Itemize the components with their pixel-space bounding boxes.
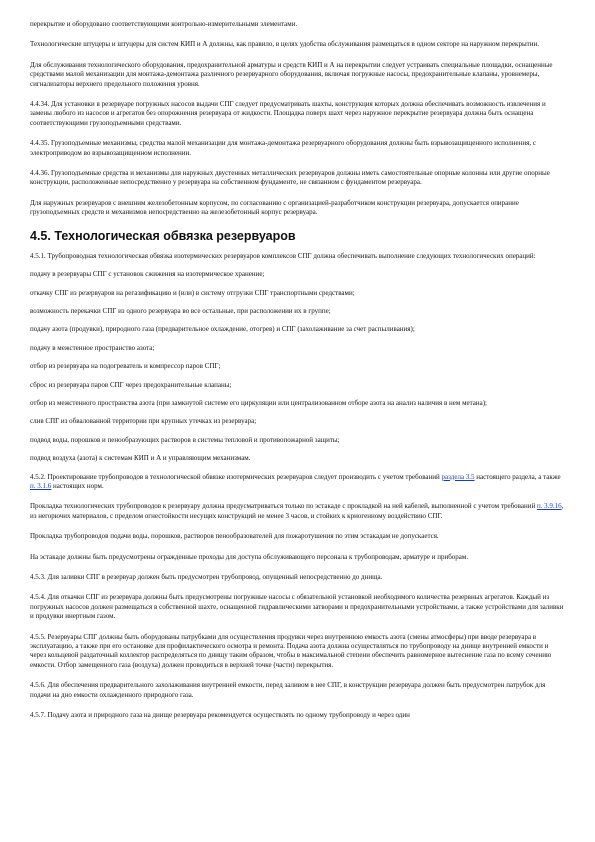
- paragraph-walkways: На эстакаде должны быть предусмотрены огражденные проходы для доступа обслуживающего персонала к трубопроводам, арматуре и приборам.: [30, 552, 469, 561]
- paragraph-continuation: перекрытие и оборудовано соответствующими контрольно-измерительными элементами.: [30, 20, 298, 28]
- link-clause-3-9-16[interactable]: п. 3.9.16: [536, 502, 562, 511]
- document-page: [30, 20, 565, 830]
- top-paragraphs: [30, 20, 565, 218]
- link-section-3-5[interactable]: раздела 3.5: [441, 472, 475, 481]
- list-item: отбор из резервуара на подогреватель и компрессор паров СПГ;: [30, 362, 221, 371]
- bottom-paragraphs: [30, 532, 565, 720]
- paragraph-4-5-7: 4.5.7. Подачу азота и природного газа на днище резервуара рекомендуется осуществлять по одному трубопроводу и через один: [30, 711, 410, 720]
- paragraph-4-5-1: 4.5.1. Трубопроводная технологическая обвязка изотермических резервуаров комплексов СПГ должна обеспечивать выполнение следующих технологических операций:: [30, 251, 536, 260]
- section-paragraphs: [30, 252, 565, 464]
- paragraph-4-5-6: 4.5.6. Для обеспечения предварительного захолаживания внутренней емкости, перед заливом в нее СПГ, в конструкции резервуара должен быть предусмотрен патрубок для подачи на дно емкости охлажденного природного газа.: [30, 681, 546, 699]
- paragraph-concrete-shell: Для наружных резервуаров с внешним железобетонным корпусом, по согласованию с организацией-разработчиком конструкции резервуара, допускается опирание грузоподъемных средств и механизмов непосредственно на железобетонный корпус резервуара.: [30, 198, 519, 217]
- paragraph-tech-fittings: Технологические штуцеры и штуцеры для систем КИП и А должны, как правило, в целях удобства обслуживания размещаться в одном секторе на наружном перекрытии.: [30, 40, 539, 49]
- list-item: отбор из межстенного пространства азота (при замкнутой системе его циркуляции или централизованном отборе азота на анализ наличия в нем метана);: [30, 398, 488, 407]
- paragraph-4-5-5: 4.5.5. Резервуары СПГ должны быть оборудованы патрубками для осуществления продувки через внутреннюю емкость азота (смены атмосферы) при вводе резервуара в эксплуатацию, а также при его остановке для профилактического осмотра и ремонта. Подача азота должна осуществляться по трубопроводу на днище внутренней емкости и через кольцевой раздаточный коллектор распределяться по днищу таким образом, чтобы в максимальной степени обеспечить равномерное вытеснение газа по всему сечению емкости. Отбор замещенного газа (воздуха) должен проводиться в верхней точке (части) перекрытия.: [30, 632, 552, 669]
- paragraph-no-fire-pipes: Прокладка трубопроводов подачи воды, порошков, растворов пенообразователей для пожаротушения по этим эстакадам не допускается.: [30, 532, 439, 541]
- paragraph-pipe-routing: [30, 502, 565, 521]
- paragraph-4-5-2: [30, 473, 565, 492]
- list-item: подачу в резервуары СПГ с установок сжижения на изотермическое хранение;: [30, 270, 265, 279]
- list-item: подвод воздуха (азота) к системам КИП и А и управляющим механизмам.: [30, 454, 251, 463]
- list-item: подачу азота (продувки), природного газа (предварительное охлаждение, отогрев) и СПГ (захолаживание за счет распыливания);: [30, 325, 415, 334]
- paragraph-text: 4.5.2. Проектирование трубопроводов в технологической обвязке изотермических резервуаров следует производить с учетом требований: [30, 472, 442, 481]
- paragraph-4-5-4: 4.5.4. Для откачки СПГ из резервуара должны быть предусмотрены погружные насосы с обязательной установкой необходимого количества резервных агрегатов. Каждый из погружных насосов должен размещаться в собственной шахте, оснащенной гидравлическими затворами и предохранительными устройствами, а также устройствами для заливки и продувки инертным газом.: [30, 593, 564, 621]
- list-item: подвод воды, порошков и пенообразующих растворов в системы тепловой и противопожарной защиты;: [30, 435, 340, 444]
- link-clause-3-1-6[interactable]: п. 3.1.6: [30, 481, 52, 490]
- paragraph-text: Прокладка технологических трубопроводов к резервуару должна предусматриваться только по эстакаде с прокладкой на ней кабелей, выполненной с учетом требований: [30, 502, 537, 511]
- paragraph-text: настоящего раздела, а также: [474, 472, 561, 481]
- list-item: подачу в межстенное пространство азота;: [30, 343, 155, 352]
- list-item: сброс из резервуара паров СПГ через предохранительные клапаны;: [30, 380, 232, 389]
- paragraph-4-4-35: 4.4.35. Грузоподъемные механизмы, средства малой механизации для монтажа-демонтажа резервуарного оборудования должны быть взрывозащищенного исполнения, с электроприводом во взрывозащищенном исполнении.: [30, 139, 536, 157]
- paragraph-text: настоящих норм.: [51, 481, 104, 490]
- paragraph-service-platforms: Для обслуживания технологического оборудования, предохранительной арматуры и средств КИП и А на перекрытии следует устраивать специальные площадки, оснащенные средствами малой механизации для монтажа-демонтажа различного резервуарного оборудования, включая погружные насосы, предохранительные клапаны, уровнемеры, сигнализаторы верхнего предельного положения уровня.: [30, 60, 553, 88]
- paragraph-4-4-36: 4.4.36. Грузоподъемные средства и механизмы для наружных двустенных металлических резервуаров должны иметь самостоятельные опорные колонны или другие опорные конструкции, расположенные непосредственно у резервуара на собственном фундаменте, не связанном с фундаментом резервуара.: [30, 169, 550, 187]
- section-heading: 4.5. Технологическая обвязка резервуаров: [30, 228, 296, 243]
- list-item: возможность перекачки СПГ из одного резервуара во все остальные, при расположении их в группе;: [30, 306, 331, 315]
- paragraph-text: , из негорючих материалов, с пределом огнестойкости несущих конструкций не менее 3 часов, и стойких к криогенному воздействию СПГ.: [30, 502, 564, 520]
- list-item: откачку СПГ из резервуаров на регазификацию и (или) в систему отгрузки СПГ транспортными средствами;: [30, 288, 355, 297]
- list-item: слив СПГ из обвалованной территории при крупных утечках из резервуара;: [30, 417, 257, 426]
- paragraph-4-4-34: 4.4.34. Для установки в резервуаре погружных насосов выдачи СПГ следует предусматривать шахты, конструкция которых должна обеспечивать возможность извлечения и замены любого из насосов и агрегатов без опорожнения резервуара от жидкости. Площадка поверх шахт через наружное перекрытие резервуара должна быть оснащена соответствующими грузоподъемными средствами.: [30, 100, 546, 127]
- paragraph-4-5-3: 4.5.3. Для заливки СПГ в резервуар должен быть предусмотрен трубопровод, опущенный непосредственно до днища.: [30, 573, 383, 581]
